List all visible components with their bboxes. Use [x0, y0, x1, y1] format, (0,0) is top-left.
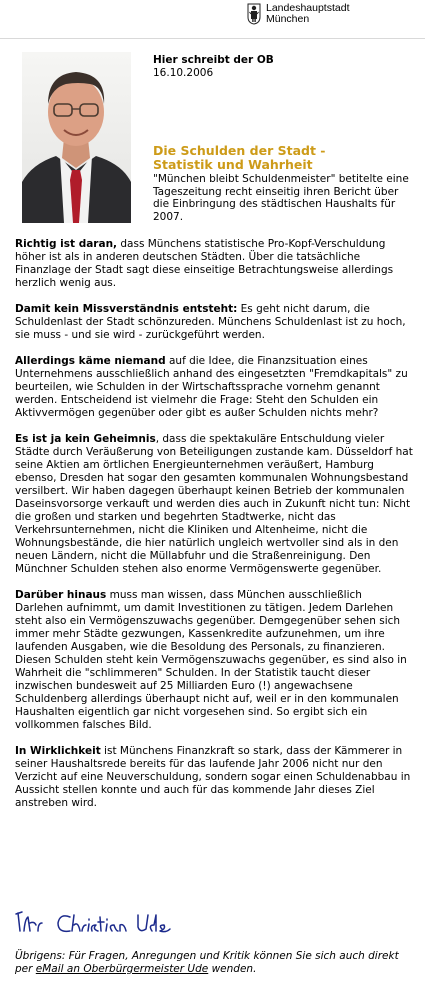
header-bar	[0, 0, 425, 40]
paragraph	[15, 355, 413, 420]
handwritten-signature	[12, 905, 192, 939]
paragraph	[15, 238, 413, 290]
mayor-email-link[interactable]: eMail an Oberbürgermeister Ude	[35, 963, 209, 975]
paragraph-lead-in: Damit kein Missverständnis entsteht:	[15, 303, 238, 315]
paragraph-lead-in: Es ist ja kein Geheimnis	[15, 433, 156, 445]
paragraph-text: ist Münchens Finanzkraft so stark, dass der Kämmerer in seiner Haushaltsrede bereits für das laufende Jahr 2006 nicht nur den Verzicht auf eine Neuverschuldung, sondern sogar einen Schuldenabbau in Aussicht stellen konnte und auch für das kommende Jahr dieses Ziel anstreben wird.	[15, 745, 411, 809]
paragraph-lead-in: Darüber hinaus	[15, 589, 107, 601]
paragraph	[15, 433, 413, 576]
city-name	[266, 3, 416, 25]
paragraph-text: auf die Idee, die Finanzsituation eines Unternehmens ausschließlich anhand des eingesetzten "Fremdkapitals" zu beurteilen, wie Schulden in der Wirtschaftssprache vornehm genannt werden. Entscheidend ist vielmehr die Frage: Steht den Schulden ein Aktivvermögen gegenüber oder gibt es außer Schulden nichts mehr?	[15, 355, 408, 419]
article-date: 16.10.2006	[153, 67, 214, 79]
header-divider	[0, 38, 425, 39]
city-name-line1: Landeshauptstadt	[266, 2, 350, 14]
city-name-line2: München	[266, 13, 310, 25]
footer-note	[15, 950, 415, 976]
footer-text-before: Übrigens: Für Fragen, Anregungen und Kritik können Sie sich auch direkt per	[15, 950, 399, 975]
article-title	[153, 144, 408, 172]
paragraph-text: Es geht nicht darum, die Schuldenlast der Stadt schönzureden. Münchens Schuldenlast ist zu hoch, sie muss - und sie wird - zurückgeführt werden.	[15, 303, 406, 341]
article-lead: "München bleibt Schuldenmeister" betitelte eine Tageszeitung recht einseitig ihren Bericht über die Einbringung des städtischen Haushalts für 2007.	[153, 173, 409, 223]
paragraph	[15, 745, 413, 810]
article-title-line2: Statistik und Wahrheit	[153, 157, 313, 172]
paragraph-lead-in: In Wirklichkeit	[15, 745, 101, 757]
article-body	[15, 238, 413, 823]
paragraph-text: muss man wissen, dass München ausschließlich Darlehen aufnimmt, um damit Investitionen zu tätigen. Jedem Darlehen steht also ein Vermögenszuwachs gegenüber. Demgegenüber sehen sich immer mehr Städte gezwungen, Kassenkredite aufzunehmen, um ihre laufenden Ausgaben, wie die Besoldung des Personals, zu finanzieren. Diesen Schulden steht kein Vermögenszuwachs gegenüber, es sind also in Wahrheit die "schlimmeren" Schulden. In der Statistik taucht dieser inzwischen bundesweit auf 25 Milliarden Euro (!) angewachsene Schuldenberg allerdings überhaupt nicht auf, weil er in den kommunalen Haushalten eigentlich gar nicht vorgesehen sind. So ergibt sich ein vollkommen falsches Bild.	[15, 589, 407, 731]
paragraph-lead-in: Allerdings käme niemand	[15, 355, 166, 367]
footer-text-after: wenden.	[208, 963, 257, 975]
paragraph-lead-in: Richtig ist daran,	[15, 238, 118, 250]
paragraph	[15, 303, 413, 342]
article-title-line1: Die Schulden der Stadt -	[153, 143, 326, 158]
munich-crest-icon	[247, 3, 261, 25]
paragraph	[15, 589, 413, 732]
mayor-portrait	[22, 52, 131, 223]
paragraph-text: , dass die spektakuläre Entschuldung vieler Städte durch Veräußerung von Beteiligungen zustande kam. Düsseldorf hat seine Aktien am örtlichen Energieunternehmen veräußert, Hamburg ebenso, Dresden hat sogar den gesamten kommunalen Wohnungsbestand versilbert. Wir haben dagegen überhaupt keinen Betrieb der kommunalen Daseinsvorsorge verkauft und werden dies auch in Zukunft nicht tun: Nicht die großen und starken und begehrten Stadtwerke, nicht das Verkehrsunternehmen, nicht die Kliniken und Altenheime, nicht die Wohnungsbestände, die hier natürlich ungleich wertvoller sind als in den neuen Ländern, nicht die Müllabfuhr und die Straßenreinigung. Den Münchner Schulden stehen also enorme Vermögenswerte gegenüber.	[15, 433, 413, 575]
paragraph-text: dass Münchens statistische Pro-Kopf-Verschuldung höher ist als in anderen deutschen Städten. Über die tatsächliche Finanzlage der Stadt sagt diese einseitige Betrachtungsweise allerdings herzlich wenig aus.	[15, 238, 394, 289]
column-kicker: Hier schreibt der OB	[153, 54, 274, 66]
